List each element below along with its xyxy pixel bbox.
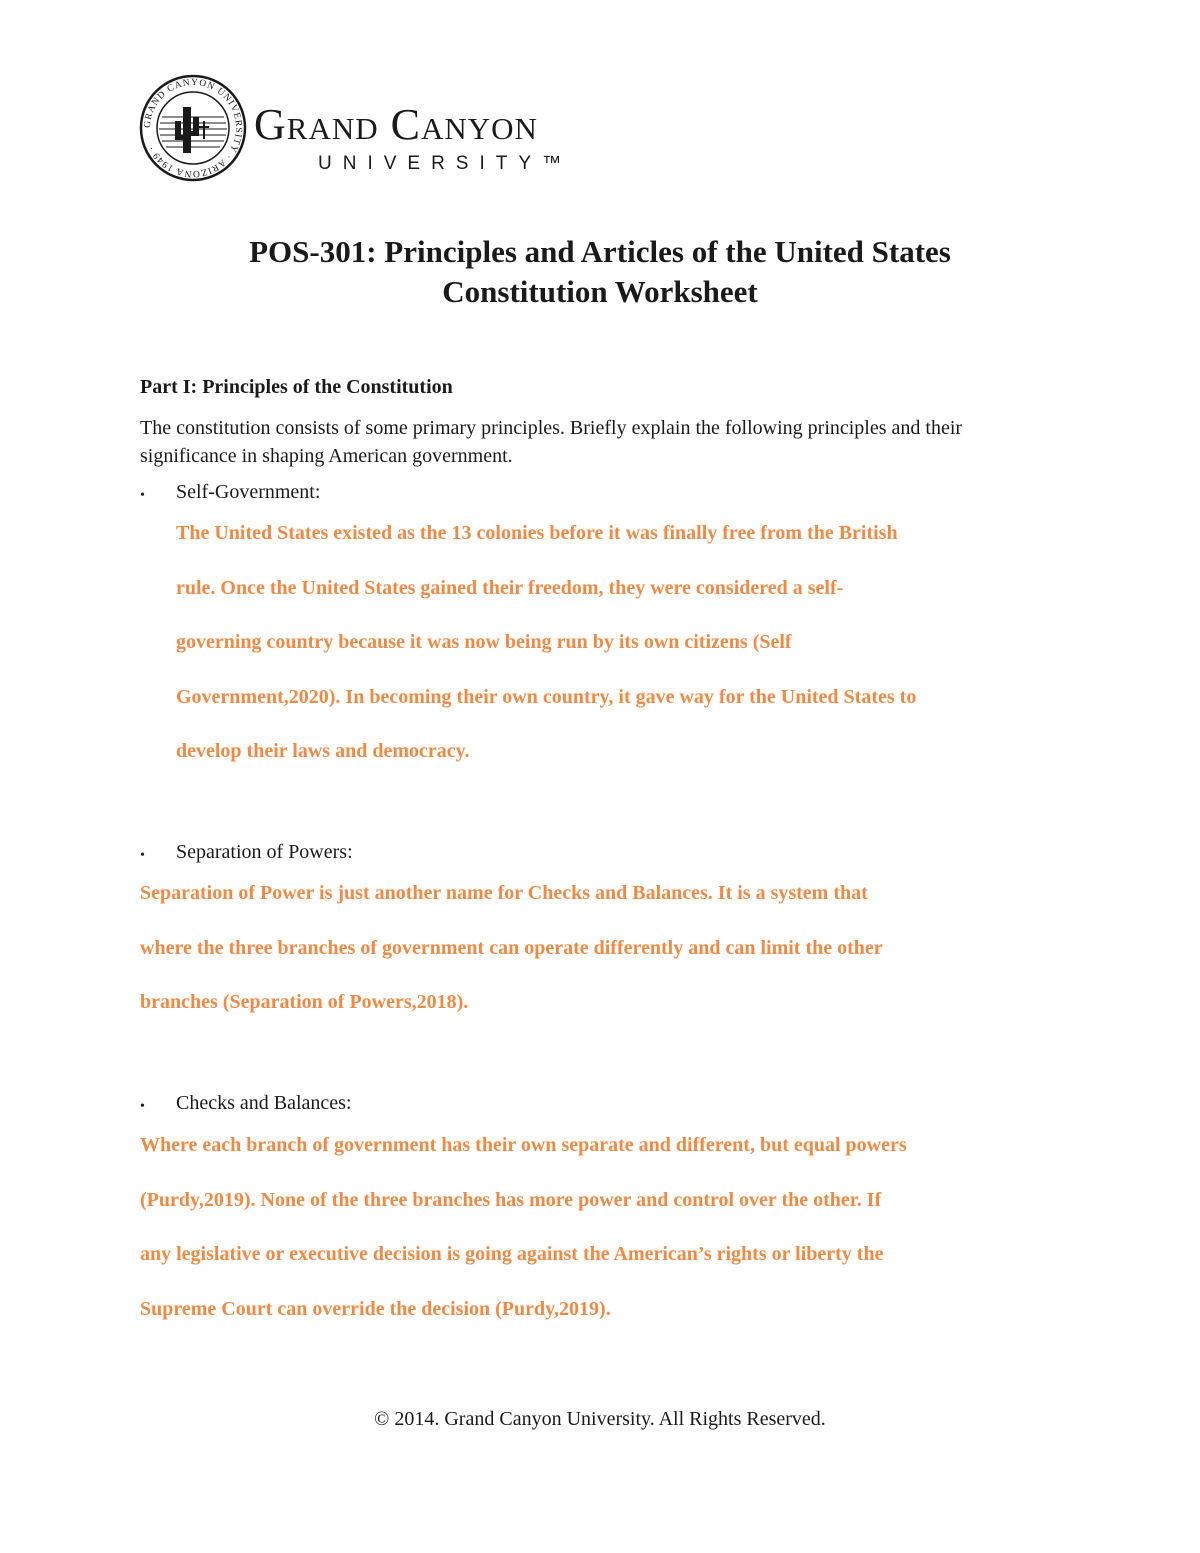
answer-line: branches (Separation of Powers,2018). [140,991,469,1013]
document-title [100,232,1100,312]
answer-line: Where each branch of government has their own separate and different, but equal powers [140,1134,907,1156]
bullet-label-separation-of-powers: Separation of Powers: [176,841,353,863]
title-line-1: POS-301: Principles and Articles of the United States [249,234,951,269]
answer-line: governing country because it was now being run by its own citizens (Self [176,631,792,653]
answer-line: Supreme Court can override the decision (Purdy,2019). [140,1297,611,1320]
answer-line: Separation of Power is just another name for Checks and Balances. It is a system that [140,882,868,904]
answer-line: rule. Once the United States gained their freedom, they were considered a self- [176,576,844,599]
answer-line: develop their laws and democracy. [176,740,470,762]
answer-line: where the three branches of government can operate differently and can limit the other [140,936,883,959]
copyright-footer: © 2014. Grand Canyon University. All Rights Reserved. [374,1408,826,1430]
answer-self-government [176,506,916,779]
intro-paragraph: The constitution consists of some primary principles. Briefly explain the following principles and their significance in shaping American government. [140,417,963,467]
title-line-2: Constitution Worksheet [442,274,758,309]
gcu-logo [138,73,618,183]
svg-text:GRAND CANYON UNIVERSITY · ARIZ: GRAND CANYON UNIVERSITY · ARIZONA 1949 · [142,77,244,179]
answer-line: any legislative or executive decision is going against the American’s rights or liberty the [140,1243,884,1265]
bullet-marker: • [140,488,145,503]
answer-checks-and-balances [140,1118,907,1336]
section-heading: Part I: Principles of the Constitution [140,376,453,398]
wordmark-line-2: UNIVERSITY™ [318,153,573,174]
bullet-label-checks-and-balances: Checks and Balances: [176,1092,352,1114]
wordmark-line-1: Grand Canyon [254,100,538,149]
university-seal-icon [138,73,248,183]
answer-line: Government,2020). In becoming their own country, it gave way for the United States to [176,685,917,708]
bullet-marker: • [140,848,145,863]
bullet-marker: • [140,1099,145,1114]
university-wordmark [254,100,573,175]
answer-line: (Purdy,2019). None of the three branches has more power and control over the other. If [140,1188,882,1211]
answer-line: The United States existed as the 13 colonies before it was finally free from the British [176,522,898,544]
answer-separation-of-powers [140,866,883,1030]
bullet-label-self-government: Self-Government: [176,481,321,503]
